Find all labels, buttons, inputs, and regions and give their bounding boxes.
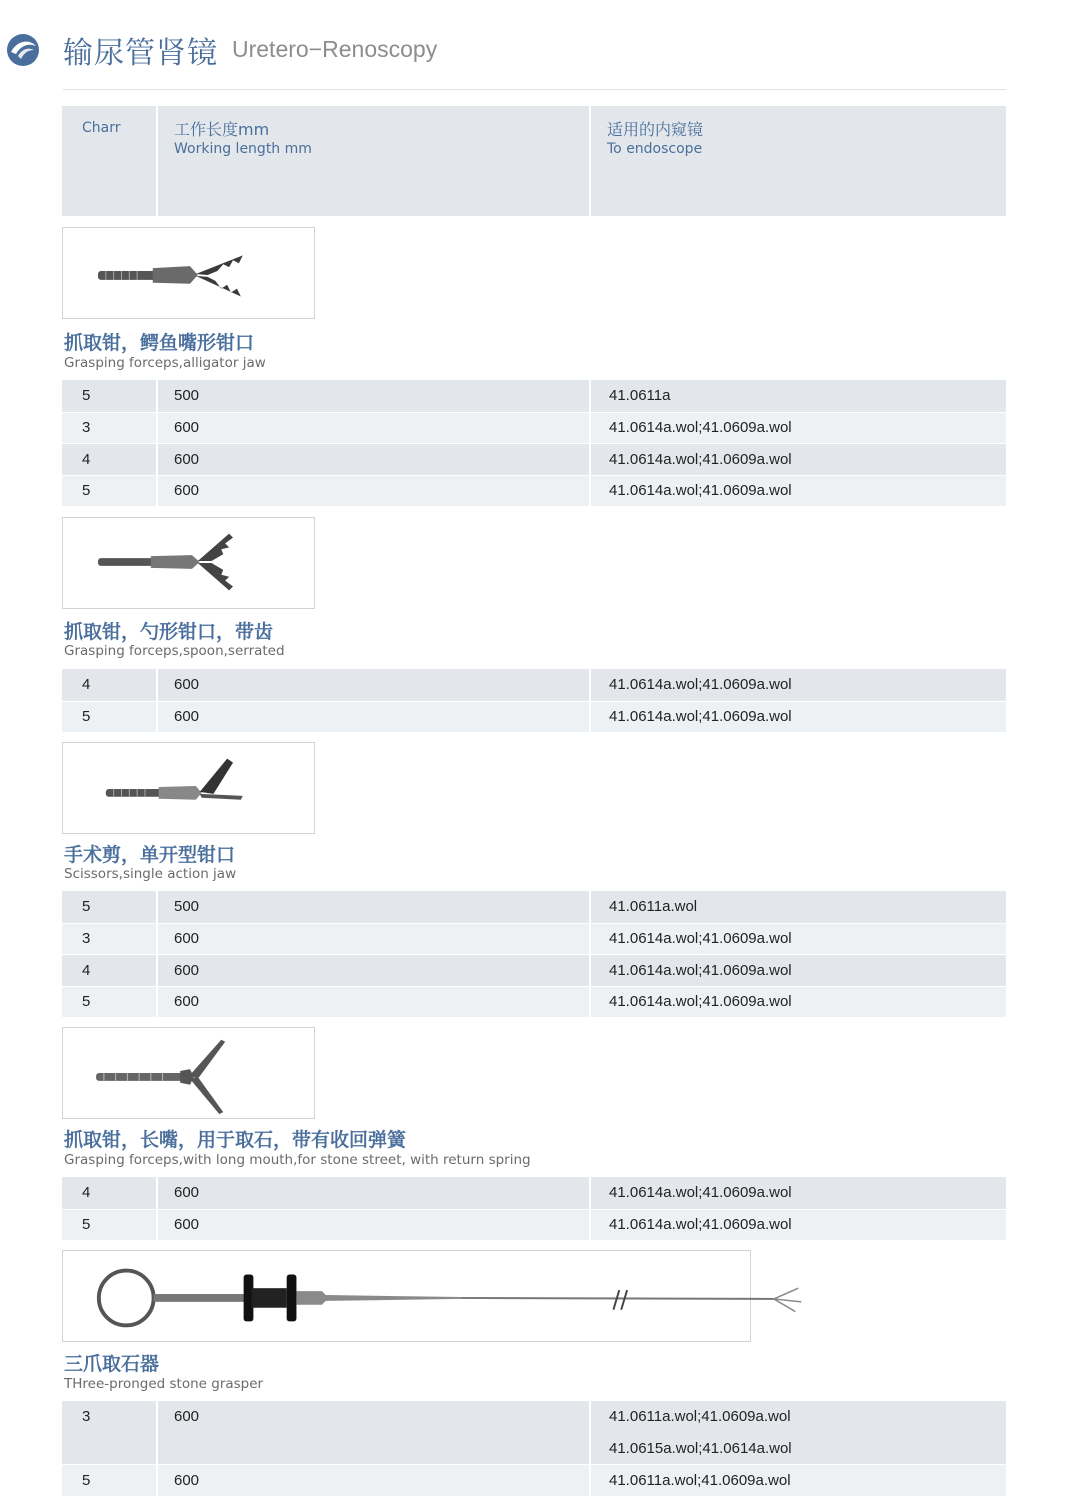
cell-charr: 3 <box>62 1401 156 1433</box>
cell-length: 600 <box>156 923 589 955</box>
table-row <box>62 986 1006 1018</box>
cell-charr <box>62 1433 156 1465</box>
cell-endoscope: 41.0611a.wol;41.0609a.wol <box>589 1464 1006 1496</box>
cell-length: 600 <box>156 986 589 1018</box>
header-endoscope-cn: 适用的内窥镜 <box>607 120 704 139</box>
cell-endoscope: 41.0614a.wol;41.0609a.wol <box>589 923 1006 955</box>
product-name-en: Grasping forceps,alligator jaw <box>64 355 266 371</box>
header-length-en: Working length mm <box>174 141 312 157</box>
product-name-en: Scissors,single action jaw <box>64 866 237 882</box>
cell-charr: 5 <box>62 475 156 507</box>
cell-endoscope: 41.0614a.wol;41.0609a.wol <box>589 986 1006 1018</box>
cell-charr: 5 <box>62 380 156 412</box>
table-row <box>62 475 1006 507</box>
table-row <box>62 701 1006 733</box>
cell-endoscope: 41.0614a.wol;41.0609a.wol <box>589 669 1006 701</box>
page-title: 输尿管肾镜 <box>63 36 218 71</box>
cell-length: 600 <box>156 701 589 733</box>
header-charr: Charr <box>62 106 156 216</box>
cell-length: 600 <box>156 1177 589 1209</box>
page-subtitle: Uretero−Renoscopy <box>232 36 438 62</box>
cell-charr: 5 <box>62 1464 156 1496</box>
table-row <box>62 1433 1006 1465</box>
table-row <box>62 380 1006 412</box>
cell-charr: 4 <box>62 443 156 475</box>
table-row <box>62 669 1006 701</box>
cell-length: 600 <box>156 1401 589 1433</box>
header-endoscope-en: To endoscope <box>607 141 703 157</box>
product-name-en: Grasping forceps,spoon,serrated <box>64 643 285 659</box>
cell-endoscope: 41.0611a <box>589 380 1006 412</box>
cell-length <box>156 1433 589 1465</box>
cell-charr: 4 <box>62 1177 156 1209</box>
cell-charr: 3 <box>62 923 156 955</box>
product-image-spoon-forceps <box>62 517 315 609</box>
product-table <box>62 380 1006 506</box>
brand-logo-icon <box>6 33 40 67</box>
title-divider <box>63 89 1006 90</box>
cell-endoscope: 41.0611a.wol;41.0609a.wol <box>589 1401 1006 1433</box>
cell-endoscope: 41.0614a.wol;41.0609a.wol <box>589 443 1006 475</box>
table-row <box>62 891 1006 923</box>
product-name-cn: 抓取钳，长嘴，用于取石，带有收回弹簧 <box>64 1129 407 1151</box>
product-name-cn: 抓取钳，鳄鱼嘴形钳口 <box>64 332 255 354</box>
header-endoscope <box>591 106 1006 216</box>
product-table <box>62 1401 1006 1496</box>
cell-endoscope: 41.0614a.wol;41.0609a.wol <box>589 954 1006 986</box>
cell-endoscope: 41.0614a.wol;41.0609a.wol <box>589 1177 1006 1209</box>
header-working-length <box>158 106 589 216</box>
cell-length: 600 <box>156 412 589 444</box>
product-table <box>62 669 1006 732</box>
table-row <box>62 1177 1006 1209</box>
cell-endoscope: 41.0614a.wol;41.0609a.wol <box>589 701 1006 733</box>
product-image-three-pronged-grasper <box>62 1250 751 1342</box>
product-name-en: THree-pronged stone grasper <box>64 1376 264 1392</box>
product-name-cn: 三爪取石器 <box>64 1353 160 1375</box>
cell-length: 600 <box>156 669 589 701</box>
table-row <box>62 923 1006 955</box>
product-name-en: Grasping forceps,with long mouth,for stone street, with return spring <box>64 1152 531 1168</box>
cell-length: 500 <box>156 380 589 412</box>
table-header <box>62 106 1006 216</box>
cell-endoscope: 41.0614a.wol;41.0609a.wol <box>589 412 1006 444</box>
cell-charr: 5 <box>62 891 156 923</box>
cell-endoscope: 41.0615a.wol;41.0614a.wol <box>589 1433 1006 1465</box>
table-row <box>62 443 1006 475</box>
product-image-long-mouth-forceps <box>62 1027 315 1119</box>
product-image-alligator-forceps <box>62 227 315 319</box>
cell-length: 600 <box>156 1209 589 1241</box>
cell-charr: 5 <box>62 701 156 733</box>
product-name-cn: 抓取钳，勺形钳口，带齿 <box>64 621 274 643</box>
table-row <box>62 1209 1006 1241</box>
cell-length: 600 <box>156 1464 589 1496</box>
table-row <box>62 412 1006 444</box>
cell-charr: 4 <box>62 669 156 701</box>
product-image-scissors <box>62 742 315 834</box>
product-name-cn: 手术剪，单开型钳口 <box>64 844 236 866</box>
cell-length: 600 <box>156 475 589 507</box>
product-table <box>62 891 1006 1017</box>
table-row <box>62 1401 1006 1433</box>
cell-length: 600 <box>156 443 589 475</box>
cell-charr: 5 <box>62 986 156 1018</box>
cell-charr: 3 <box>62 412 156 444</box>
cell-charr: 4 <box>62 954 156 986</box>
cell-length: 600 <box>156 954 589 986</box>
header-length-cn: 工作长度mm <box>174 120 270 139</box>
cell-endoscope: 41.0614a.wol;41.0609a.wol <box>589 475 1006 507</box>
cell-endoscope: 41.0614a.wol;41.0609a.wol <box>589 1209 1006 1241</box>
cell-endoscope: 41.0611a.wol <box>589 891 1006 923</box>
table-row <box>62 1464 1006 1496</box>
cell-length: 500 <box>156 891 589 923</box>
product-table <box>62 1177 1006 1240</box>
cell-charr: 5 <box>62 1209 156 1241</box>
table-row <box>62 954 1006 986</box>
